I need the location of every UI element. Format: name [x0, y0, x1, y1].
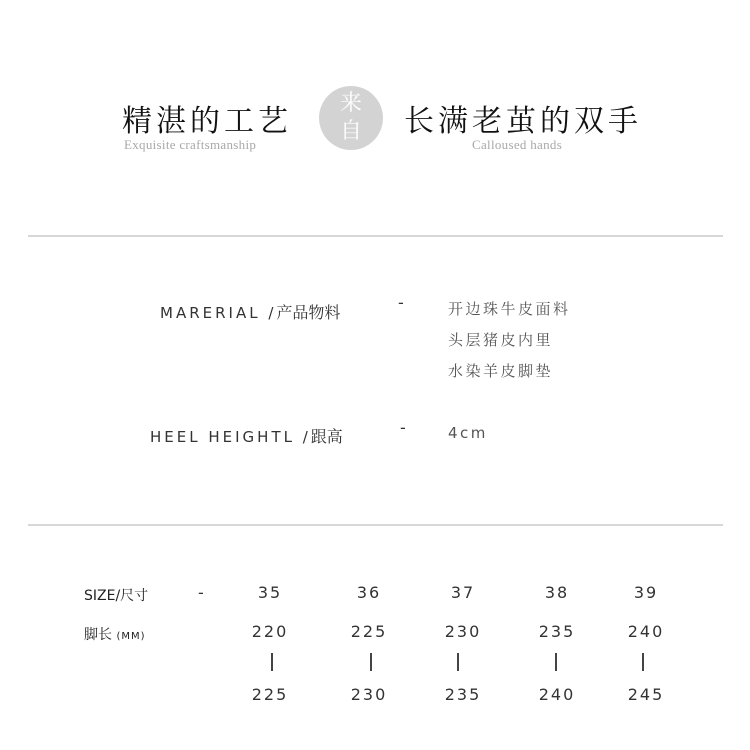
foot-length-label — [84, 624, 146, 644]
size-cell: 36 — [356, 583, 382, 602]
title-right: 长满老茧的双手 — [404, 104, 642, 139]
length-min-cell: 235 — [538, 622, 576, 641]
size-cell: 38 — [544, 583, 570, 602]
size-label: SIZE/尺寸 — [84, 588, 149, 604]
size-cell: 35 — [257, 583, 283, 602]
subtitle-left: Exquisite craftsmanship — [124, 137, 257, 152]
heel-label-cn: 跟高 — [310, 427, 343, 446]
length-max-cell: 245 — [627, 685, 665, 704]
range-bar — [642, 653, 644, 671]
title-left: 精湛的工艺 — [122, 104, 292, 139]
length-max-cell: 230 — [350, 685, 388, 704]
material-label-cn: 产品物料 — [276, 303, 341, 322]
range-bar — [271, 653, 273, 671]
range-bar — [555, 653, 557, 671]
length-min-cell: 230 — [444, 622, 482, 641]
seal-logo — [319, 86, 383, 150]
size-cell: 37 — [450, 583, 476, 602]
foot-length-label-cn: 脚长 — [84, 627, 112, 643]
range-bar — [457, 653, 459, 671]
seal-char-2: 自 — [339, 119, 362, 144]
length-max-cell: 235 — [444, 685, 482, 704]
subtitle-right: Calloused hands — [472, 137, 563, 152]
material-label — [160, 300, 340, 323]
range-bar — [370, 653, 372, 671]
heel-label-en: HEEL HEIGHTL / — [150, 428, 311, 446]
seal-char-1: 来 — [339, 91, 362, 116]
material-value-2: 头层猪皮内里 — [448, 331, 554, 349]
heel-height-label — [150, 424, 343, 447]
size-separator: - — [198, 583, 204, 602]
length-min-cell: 225 — [350, 622, 388, 641]
foot-length-unit: (MM) — [116, 631, 146, 642]
divider-bottom — [28, 524, 723, 526]
size-cell: 39 — [633, 583, 659, 602]
material-label-en: MARERIAL / — [160, 304, 277, 322]
material-separator: - — [398, 293, 404, 312]
material-value-3: 水染羊皮脚垫 — [448, 362, 554, 380]
material-value-1: 开边珠牛皮面料 — [448, 300, 571, 318]
length-min-cell: 220 — [251, 622, 289, 641]
length-min-cell: 240 — [627, 622, 665, 641]
length-max-cell: 240 — [538, 685, 576, 704]
heel-height-value: 4cm — [448, 424, 488, 442]
heel-separator: - — [400, 418, 406, 437]
divider-top — [28, 235, 723, 237]
length-max-cell: 225 — [251, 685, 289, 704]
